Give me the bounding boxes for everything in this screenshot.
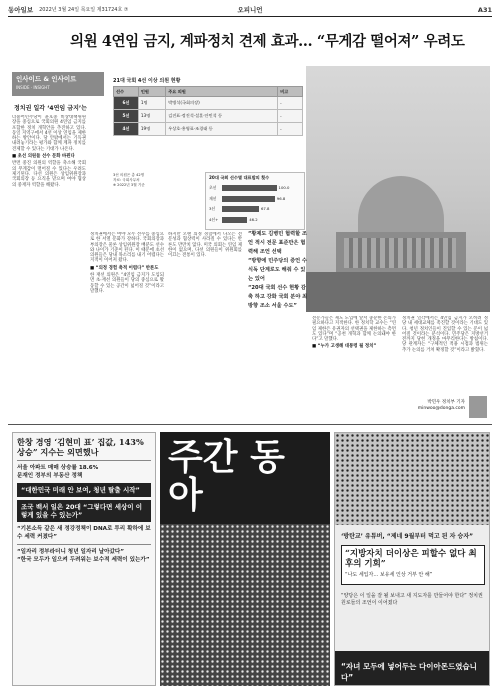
byline-text [418,400,465,412]
bar-row [209,195,301,204]
ad-right[interactable] [334,432,490,686]
bar-value: 96.8 [276,195,286,201]
ad-quote: “지방자치 더이상은 피할수 없다 최후의 기회” [345,549,477,569]
term-cell: 5선 [114,110,139,123]
bar-row [209,205,301,214]
ad-line: 서울 아파트 매매 상승률 18.6% [17,465,99,471]
body-column-5 [312,316,396,416]
body-column-1 [12,115,86,415]
bar [222,196,275,202]
ad-quote-sub: “나도 세입자… 보유세 인상 거부 안 해” [345,572,433,578]
bar [222,217,247,223]
body-column-6 [402,316,488,394]
reporter-name: 박민우 정치부 기자 [427,400,465,405]
note-line: 자료: 국회사무처 [113,178,140,182]
reporter-photo [469,396,487,418]
ad-left[interactable] [12,432,156,686]
bar-value: 67.8 [260,206,270,211]
body-text: 정치권 일각에서는 4연임 금지가 오히려 정당 내 세대교체를 촉진할 것이라는 기대도 있다. 청년 정치인들이 진입할 수 있는 문이 넓어질 것이라는 분석이다. [402,316,488,337]
bar [222,206,259,212]
count-cell: 1명 [138,97,165,110]
halftone-image [335,433,490,525]
note-line: ※ 2022년 3월 기준 [113,183,145,187]
chart-bars [209,184,301,225]
table-header: 인원 [138,87,165,97]
page-number: A31 [477,5,492,14]
table-header: 비고 [278,87,303,97]
ad-line: 문재인 정부의 부동산 정책 [17,473,83,479]
ad-divider [17,460,151,461]
newspaper-name: 동아일보 [8,6,34,14]
legislator-table [113,77,303,173]
section-name: 오피니언 [237,6,263,14]
body-text: 전문가들은 제도 도입에 앞서 충분한 논의가 필요하다고 지적한다. 한 정치학 교수는 “연임 제한은 유권자의 선택권을 제한하는 측면도 있다”며 “공천 개혁과 함께 논의돼야 한다”고 말했다. [312,316,396,343]
table-notes [113,173,205,205]
road-shape [306,272,490,312]
assembly-photo [306,66,490,312]
count-cell: 13명 [138,110,165,123]
body-column-2 [90,232,164,415]
body-text: 정치권에서는 여야 모두 선수를 중심으로 한 서열 문화가 강하다. 국회의장과 부의장은 물론 상임위원장 배분도 선수와 나이가 기준이 된다. 이 때문에 초선 의원들은 당내 목소리를 내기 어렵다는 지적이 이어져 왔다. [90,232,164,264]
term-cell: 6선 [114,97,139,110]
column-lead: 정치권 일각 ‘4연임 금지’는 [14,105,87,112]
bill-chart [205,172,305,230]
body-column-3 [168,232,242,415]
table-header: 주요 의원 [166,87,278,97]
bar-value: 46.2 [249,216,258,222]
names-cell: 우상호·홍영표·조경태 등 [166,123,278,136]
dome-shape [358,176,444,240]
body-text: 더불어민주당이 윤호중 비상대책위원장을 중심으로 국회의원 4연임 금지를 포함한 정치 개혁안을 추진하고 있다. 동일 지역구에서 4선 이상 연임을 제한하는 방안이다. 당 안팎에서는 기득권 내려놓기라는 평가와 함께 계파 정치를 견제할 수 있다는 기대가 나온다. [12,115,86,152]
term-cell: 4선 [114,123,139,136]
quote-line: “방향에 민주당의 증언 수식독 단계로도 해줘 수 있는 있어 [248,258,307,282]
ad-text: “양당은 이 일을 잘 될 보내고 새 지도자를 만들어야 한다” 정치권 원로들의 조언이 이어졌다 [341,593,483,606]
ad-block: “대한민국 미래 안 보여, 청년 탈출 시작” [17,483,151,497]
bar-row [209,184,301,193]
header-rule [8,16,492,17]
body-text: 한 재선 의원은 “4연임 금지가 도입되면 초·재선 의원들이 당의 중심으로 활동할 수 있는 공간이 넓어질 것”이라고 말했다. [90,273,164,294]
names-cell: 박병석(국회의장) [166,97,278,110]
ad-divider [17,544,151,545]
note-cell: - [278,110,303,123]
subhead: ■ “의정 경험 축적 어렵다” 반론도 [90,265,159,271]
bar-row [209,216,301,225]
columns-shape [344,238,456,268]
table-row [114,97,303,110]
article-headline: 의원 4연임 금지, 계파정치 견제 효과… “무게감 떨어져” 우려도 [70,33,465,50]
note-cell: - [278,123,303,136]
table-caption: 21대 국회 4선 이상 의원 현황 [113,78,181,84]
body-text: 민주당은 지방선거 전까지 당헌 개정을 마무리한다는 방침이다. 당 관계자는 “구체적인 적용 시점과 범위는 추가 논의를 거쳐 확정할 것”이라고 밝혔다. [402,331,488,353]
table-row [114,110,303,123]
date-line: 2022년 3월 24일 목요일 제31724호 ⑦ [39,7,129,13]
ad-block: 조국 백서 일은 20대 “그렇다면 세상이 이렇게 있을 수 있는가” [17,500,151,522]
reporter-email[interactable]: minwoo@donga.com [417,406,465,411]
ad-bottom-banner: “자녀 모두에 넣어두는 다이아몬드였습니다” [335,651,490,686]
bar-label: 재선 [209,195,217,201]
page-header [8,3,492,16]
table-header: 선수 [114,87,139,97]
body-text: 반면 중진 의원의 역할을 축소해 국회의 무게감이 떨어질 수 있다는 우려도 제기된다. 다선 의원은 상임위원장과 국회의장 등 요직을 맡으며 여야 협상의 중재자 역할을 해왔다. [12,161,86,188]
ad-line: “기본소득 같은 새 정강정책이 DNA로 투리 확하에 보수 세력 커졌다” [17,526,151,540]
byline [385,396,487,420]
note-cell: - [278,97,303,110]
ad-topline: ‘방탄교’ 유튜버, “제네 9월부터 먹고 된 자 승자” [341,533,474,540]
names-cell: 김진표·정진석·설훈·안민석 등 [166,110,278,123]
chart-title: 20대 국회 선수별 대표발의 횟수 [209,175,270,180]
column-label [12,72,104,96]
body-text: 하지만 오랜 의정 경험에서 나오는 전문성과 협상력이 사라질 수 있다는 반론도 만만치 않다. 미국 의회는 연임 제한이 없으며, 다선 의원들이 위원회를 이끄는 전통이 있다. [168,232,242,259]
ad-line: “한국 모두가 일으켜 두려워는 보수적 세력이 있는가” [17,557,150,563]
column-subtitle: INSIDE · INSIGHT [16,85,50,90]
ad-headline: 한창 경영 ‘김현미 표’ 집값, 143% 상승” 지수는 외면했나 [17,437,144,457]
note-line: 3선 의원은 총 42명 [113,173,145,177]
quote-line: “황제도 김병민 협력할 조언 적시 전문 표준만은 협력해 조언 선택 [248,231,307,255]
bar [222,185,277,191]
ad-separator [8,424,492,425]
count-cell: 19명 [138,123,165,136]
pull-quote [248,230,308,360]
bar-label: 초선 [209,185,217,190]
subhead: ■ 초선 의원들 선수 문화 바뀐다 [12,154,75,160]
ad-quote-box [341,545,485,585]
magazine-title: 주간 동아 [168,436,285,516]
bar-label: 3선 [209,206,216,211]
halftone-pattern [160,524,330,686]
table-header-row [114,87,303,97]
ad-line: “일자리 정부라더니 청년 일자리 날아갔다” [17,549,125,555]
bar-value: 100.0 [278,185,290,190]
ad-middle[interactable] [160,432,330,686]
bar-label: 4선+ [209,216,219,222]
column-title: 인사이드 & 인사이트 [16,75,77,83]
subhead: ■ “누가 고생해 대통령 될 정치” [312,344,377,350]
table-row [114,123,303,136]
quote-line: “20대 국회 선수 현황 감축 하고 강화 국회 분야 최 방향 조소 서울 수도” [248,285,308,309]
